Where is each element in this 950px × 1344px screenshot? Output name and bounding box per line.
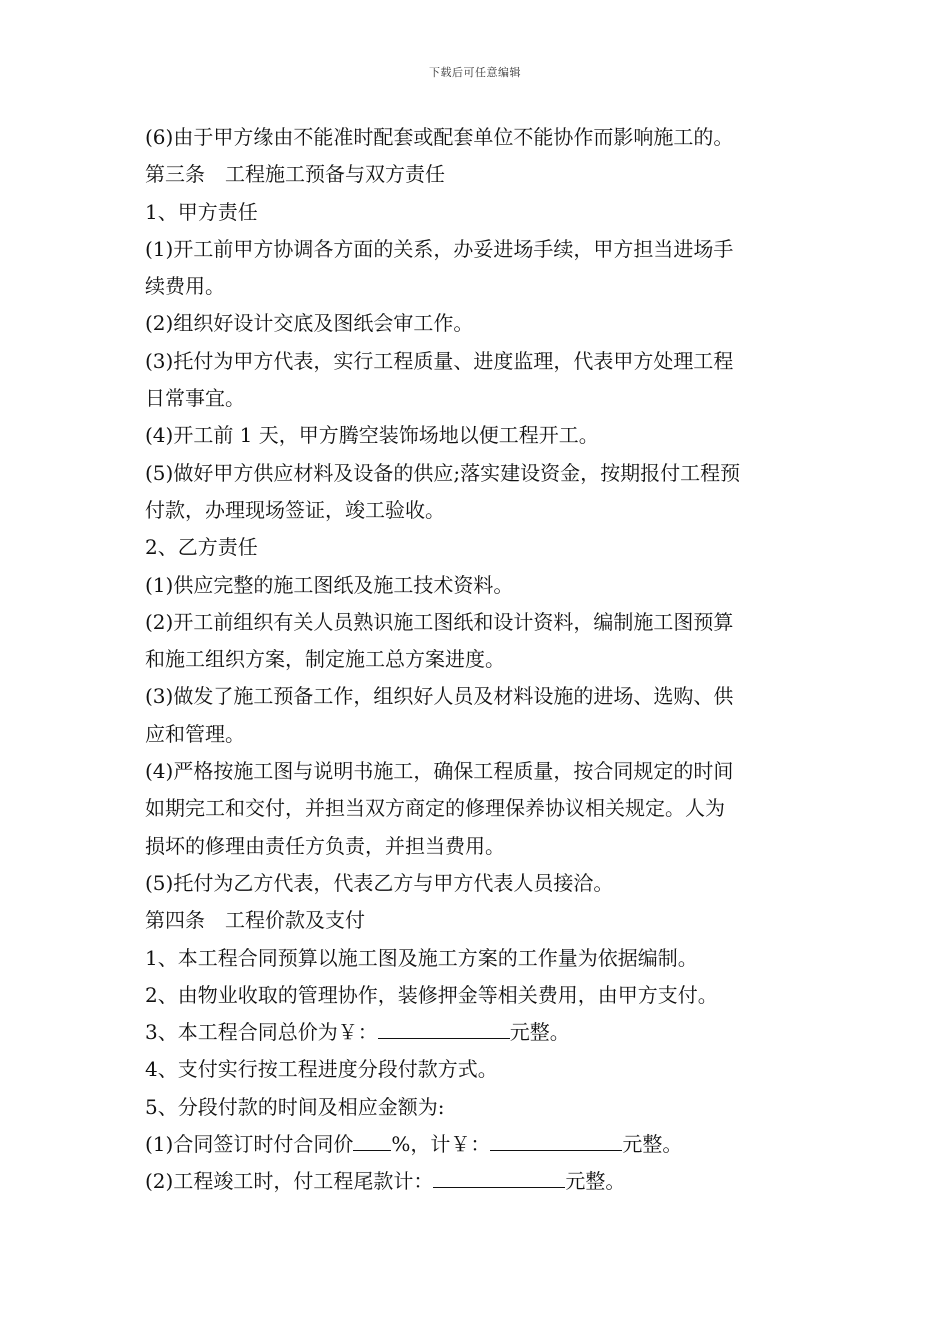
clause-line: 和施工组织方案，制定施工总方案进度。 <box>145 647 505 672</box>
clause-line: (1)供应完整的施工图纸及施工技术资料。 <box>145 572 514 597</box>
signing-payment-line <box>145 1126 810 1163</box>
total-price-line <box>145 1014 810 1051</box>
subsection-heading: 1、甲方责任 <box>145 199 258 224</box>
clause-line: (4)开工前 1 天，甲方腾空装饰场地以便工程开工。 <box>145 423 599 448</box>
clause-line: (3)托付为甲方代表，实行工程质量、进度监理，代表甲方处理工程 <box>145 348 734 373</box>
completion-payment-suffix: 元整。 <box>565 1169 626 1194</box>
clause-line: (4)严格按施工图与说明书施工，确保工程质量，按合同规定的时间 <box>145 759 734 784</box>
signing-percent-blank[interactable] <box>353 1130 391 1151</box>
clause-line: 如期完工和交付，并担当双方商定的修理保养协议相关规定。人为 <box>145 796 725 821</box>
completion-payment-prefix: (2)工程竣工时，付工程尾款计： <box>145 1169 434 1194</box>
clause-line: (1)开工前甲方协调各方面的关系，办妥进场手续，甲方担当进场手 <box>145 236 734 261</box>
signing-payment-middle: %，计￥： <box>391 1132 491 1157</box>
subsection-heading: 2、乙方责任 <box>145 535 258 560</box>
clause-line: (6)由于甲方缘由不能准时配套或配套单位不能协作而影响施工的。 <box>145 125 734 149</box>
section-heading: 第四条 工程价款及支付 <box>145 908 365 933</box>
clause-line: 1、本工程合同预算以施工图及施工方案的工作量为依据编制。 <box>145 945 698 970</box>
clause-line: 日常事宜。 <box>145 386 245 411</box>
clause-line: 付款，办理现场签证，竣工验收。 <box>145 497 445 522</box>
completion-amount-blank[interactable] <box>433 1167 565 1188</box>
section-heading: 第三条 工程施工预备与双方责任 <box>145 162 445 187</box>
total-price-suffix: 元整。 <box>509 1020 570 1045</box>
clause-line: (2)组织好设计交底及图纸会审工作。 <box>145 311 474 336</box>
clause-line: (5)托付为乙方代表，代表乙方与甲方代表人员接洽。 <box>145 870 614 895</box>
clause-line: (3)做发了施工预备工作，组织好人员及材料设施的进场、选购、供 <box>145 684 734 709</box>
signing-payment-suffix: 元整。 <box>622 1132 683 1157</box>
page-header: 下载后可任意编辑 <box>429 66 521 79</box>
clause-line: 损坏的修理由责任方负责，并担当费用。 <box>145 833 505 858</box>
clause-line: (2)开工前组织有关人员熟识施工图纸和设计资料，编制施工图预算 <box>145 609 734 634</box>
payment-method-line: 4、支付实行按工程进度分段付款方式。 <box>145 1057 498 1082</box>
total-price-blank[interactable] <box>378 1018 510 1039</box>
clause-line: 应和管理。 <box>145 721 245 746</box>
document-body <box>145 119 810 1201</box>
clause-line: 2、由物业收取的管理协作，装修押金等相关费用，由甲方支付。 <box>145 982 718 1007</box>
clause-line: (5)做好甲方供应材料及设备的供应;落实建设资金，按期报付工程预 <box>145 460 741 485</box>
signing-amount-blank[interactable] <box>490 1130 622 1151</box>
completion-payment-line <box>145 1163 810 1200</box>
clause-line: 续费用。 <box>145 274 225 299</box>
total-price-prefix: 3、本工程合同总价为￥： <box>145 1020 378 1045</box>
signing-payment-prefix: (1)合同签订时付合同价 <box>145 1132 354 1157</box>
payment-schedule-line: 5、分段付款的时间及相应金额为: <box>145 1094 445 1119</box>
